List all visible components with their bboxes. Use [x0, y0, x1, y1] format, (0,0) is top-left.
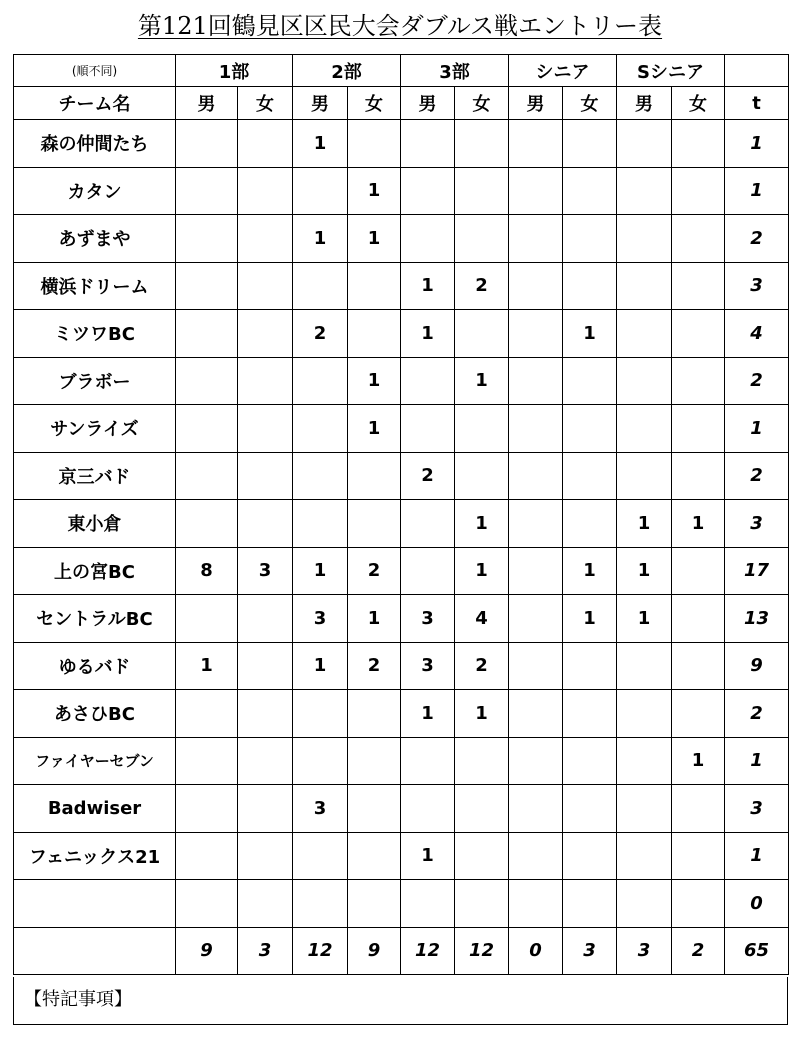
entry-count-cell — [509, 785, 563, 833]
entry-count-cell — [176, 310, 238, 358]
entry-count-cell: 3 — [401, 595, 455, 643]
team-total-cell: 1 — [725, 167, 789, 215]
entry-count-cell — [348, 500, 401, 548]
entry-count-cell — [176, 120, 238, 168]
entry-count-cell — [455, 880, 509, 928]
entry-count-cell — [293, 880, 348, 928]
entry-count-cell — [401, 215, 455, 263]
entry-count-cell: 3 — [293, 785, 348, 833]
entry-count-cell — [401, 547, 455, 595]
team-name: 森の仲間たち — [14, 120, 176, 168]
entry-count-cell — [455, 120, 509, 168]
empty-header-cell — [725, 55, 789, 87]
entry-count-cell — [617, 310, 672, 358]
column-total-cell: 3 — [617, 927, 672, 975]
entry-count-cell — [238, 167, 293, 215]
entry-count-cell — [509, 215, 563, 263]
team-total-cell: 2 — [725, 215, 789, 263]
entry-count-cell — [348, 120, 401, 168]
entry-count-cell — [509, 120, 563, 168]
gender-header: 女 — [238, 87, 293, 120]
team-row — [14, 262, 789, 310]
entry-count-cell: 1 — [401, 690, 455, 738]
entry-count-cell: 1 — [348, 215, 401, 263]
team-row — [14, 832, 789, 880]
entry-count-cell: 1 — [293, 120, 348, 168]
column-total-cell: 3 — [563, 927, 617, 975]
entry-count-cell — [672, 405, 725, 453]
entry-count-cell — [563, 452, 617, 500]
entry-count-cell — [455, 452, 509, 500]
team-name: ゆるバド — [14, 642, 176, 690]
entry-count-cell — [293, 832, 348, 880]
entry-table-body — [14, 55, 789, 975]
team-total-cell: 2 — [725, 452, 789, 500]
team-total-cell: 17 — [725, 547, 789, 595]
entry-count-cell: 8 — [176, 547, 238, 595]
entry-count-cell: 2 — [348, 547, 401, 595]
team-row — [14, 215, 789, 263]
entry-count-cell — [509, 880, 563, 928]
entry-count-cell — [617, 405, 672, 453]
entry-count-cell — [563, 405, 617, 453]
gender-header: 女 — [348, 87, 401, 120]
entry-count-cell — [455, 310, 509, 358]
group-header: Sシニア — [617, 55, 725, 87]
gender-header: 男 — [176, 87, 238, 120]
team-name: ブラボー — [14, 357, 176, 405]
entry-count-cell — [238, 120, 293, 168]
entry-count-cell: 1 — [401, 832, 455, 880]
entry-count-cell — [348, 690, 401, 738]
notes-section — [13, 977, 788, 1025]
team-row — [14, 595, 789, 643]
entry-count-cell — [563, 500, 617, 548]
entry-count-cell: 1 — [401, 310, 455, 358]
entry-count-cell: 1 — [455, 690, 509, 738]
entry-count-cell — [293, 262, 348, 310]
entry-count-cell — [455, 215, 509, 263]
entry-count-cell: 3 — [293, 595, 348, 643]
entry-count-cell — [563, 262, 617, 310]
team-row — [14, 690, 789, 738]
entry-count-cell — [293, 167, 348, 215]
gender-header: 女 — [672, 87, 725, 120]
entry-count-cell — [563, 690, 617, 738]
entry-count-cell — [238, 642, 293, 690]
entry-count-cell — [401, 880, 455, 928]
entry-count-cell — [176, 167, 238, 215]
entry-count-cell — [563, 785, 617, 833]
entry-count-cell — [293, 405, 348, 453]
entry-count-cell — [617, 215, 672, 263]
team-row — [14, 642, 789, 690]
entry-count-cell — [617, 167, 672, 215]
entry-count-cell — [401, 357, 455, 405]
gender-header: 男 — [293, 87, 348, 120]
entry-count-cell — [672, 452, 725, 500]
entry-count-cell — [238, 215, 293, 263]
team-row — [14, 452, 789, 500]
entry-count-cell — [509, 832, 563, 880]
entry-count-cell: 1 — [293, 215, 348, 263]
entry-count-cell — [176, 262, 238, 310]
entry-count-cell: 3 — [238, 547, 293, 595]
entry-count-cell: 1 — [293, 547, 348, 595]
entry-count-cell — [509, 262, 563, 310]
team-total-cell: 13 — [725, 595, 789, 643]
title-text: 第121回鶴見区区民大会ダブルス戦エントリー表 — [137, 12, 663, 40]
entry-count-cell — [509, 167, 563, 215]
entry-count-cell: 2 — [401, 452, 455, 500]
entry-count-cell — [176, 215, 238, 263]
team-total-cell: 0 — [725, 880, 789, 928]
gender-header: 男 — [401, 87, 455, 120]
entry-count-cell — [401, 500, 455, 548]
team-name: 東小倉 — [14, 500, 176, 548]
entry-count-cell — [672, 120, 725, 168]
entry-count-cell — [455, 785, 509, 833]
gender-header: 男 — [617, 87, 672, 120]
team-total-cell: 1 — [725, 405, 789, 453]
team-row — [14, 785, 789, 833]
entry-count-cell — [617, 690, 672, 738]
team-name: サンライズ — [14, 405, 176, 453]
entry-count-cell — [348, 832, 401, 880]
entry-count-cell — [563, 215, 617, 263]
team-name: ミツワBC — [14, 310, 176, 358]
entry-count-cell: 4 — [455, 595, 509, 643]
entry-count-cell — [563, 832, 617, 880]
total-column-header: t — [725, 87, 789, 120]
entry-count-cell — [238, 690, 293, 738]
entry-count-cell — [455, 167, 509, 215]
entry-count-cell — [672, 690, 725, 738]
team-total-cell: 3 — [725, 785, 789, 833]
entry-count-cell — [617, 642, 672, 690]
entry-count-cell — [348, 785, 401, 833]
team-name: ファイヤーセブン — [14, 737, 176, 785]
totals-row — [14, 927, 789, 975]
entry-count-cell — [176, 737, 238, 785]
entry-count-cell — [348, 737, 401, 785]
team-name: あさひBC — [14, 690, 176, 738]
entry-count-cell — [563, 880, 617, 928]
entry-count-cell: 2 — [455, 262, 509, 310]
entry-count-cell — [176, 405, 238, 453]
entry-count-cell: 2 — [348, 642, 401, 690]
team-row — [14, 737, 789, 785]
gender-header: 男 — [509, 87, 563, 120]
entry-count-cell: 3 — [401, 642, 455, 690]
entry-count-cell — [509, 500, 563, 548]
entry-count-cell: 1 — [348, 405, 401, 453]
entry-count-cell — [672, 547, 725, 595]
entry-count-cell — [672, 262, 725, 310]
entry-count-cell — [238, 357, 293, 405]
team-row — [14, 357, 789, 405]
entry-count-cell: 1 — [293, 642, 348, 690]
totals-label — [14, 927, 176, 975]
entry-count-cell: 1 — [455, 547, 509, 595]
entry-count-cell: 1 — [348, 357, 401, 405]
team-total-cell: 2 — [725, 357, 789, 405]
entry-count-cell — [563, 357, 617, 405]
group-header: 3部 — [401, 55, 509, 87]
entry-count-cell: 1 — [617, 595, 672, 643]
entry-count-cell — [176, 357, 238, 405]
team-row — [14, 547, 789, 595]
entry-count-cell — [293, 737, 348, 785]
team-row — [14, 405, 789, 453]
entry-count-cell — [672, 642, 725, 690]
entry-count-cell — [509, 357, 563, 405]
column-total-cell: 3 — [238, 927, 293, 975]
entry-count-cell — [176, 785, 238, 833]
entry-count-cell: 1 — [563, 547, 617, 595]
entry-table — [13, 54, 789, 975]
column-total-cell: 0 — [509, 927, 563, 975]
entry-count-cell: 1 — [672, 500, 725, 548]
column-total-cell: 9 — [176, 927, 238, 975]
entry-count-cell: 1 — [617, 500, 672, 548]
entry-count-cell: 1 — [348, 595, 401, 643]
group-header-row — [14, 55, 789, 87]
entry-count-cell — [617, 357, 672, 405]
gender-header: 女 — [563, 87, 617, 120]
entry-count-cell — [348, 452, 401, 500]
entry-count-cell — [238, 832, 293, 880]
entry-count-cell — [509, 642, 563, 690]
team-total-cell: 2 — [725, 690, 789, 738]
entry-count-cell: 1 — [617, 547, 672, 595]
entry-count-cell: 1 — [563, 310, 617, 358]
entry-count-cell: 2 — [455, 642, 509, 690]
entry-count-cell: 1 — [176, 642, 238, 690]
entry-count-cell — [509, 310, 563, 358]
team-row — [14, 880, 789, 928]
team-total-cell: 9 — [725, 642, 789, 690]
team-row — [14, 120, 789, 168]
team-name: 京三バド — [14, 452, 176, 500]
entry-count-cell — [401, 405, 455, 453]
team-row — [14, 310, 789, 358]
entry-count-cell — [348, 310, 401, 358]
team-name: フェニックス21 — [14, 832, 176, 880]
team-total-cell: 3 — [725, 262, 789, 310]
entry-count-cell: 1 — [455, 357, 509, 405]
entry-count-cell — [455, 737, 509, 785]
grand-total-cell: 65 — [725, 927, 789, 975]
team-total-cell: 1 — [725, 737, 789, 785]
entry-count-cell — [293, 500, 348, 548]
entry-count-cell — [563, 120, 617, 168]
entry-count-cell — [672, 832, 725, 880]
entry-count-cell — [176, 500, 238, 548]
column-total-cell: 12 — [401, 927, 455, 975]
entry-count-cell — [509, 405, 563, 453]
entry-count-cell — [176, 690, 238, 738]
column-total-cell: 9 — [348, 927, 401, 975]
entry-count-cell — [238, 737, 293, 785]
entry-count-cell — [617, 120, 672, 168]
entry-count-cell — [509, 452, 563, 500]
page-title — [0, 6, 800, 46]
gender-header: 女 — [455, 87, 509, 120]
group-header: 1部 — [176, 55, 293, 87]
team-total-cell: 3 — [725, 500, 789, 548]
entry-count-cell — [563, 167, 617, 215]
group-header: 2部 — [293, 55, 401, 87]
entry-count-cell — [401, 167, 455, 215]
entry-count-cell — [509, 547, 563, 595]
entry-count-cell — [238, 262, 293, 310]
entry-count-cell — [293, 690, 348, 738]
team-column-header: チーム名 — [14, 87, 176, 120]
entry-count-cell: 1 — [672, 737, 725, 785]
entry-count-cell — [617, 262, 672, 310]
entry-count-cell — [617, 785, 672, 833]
order-note: (順不同) — [14, 55, 176, 87]
team-name: 横浜ドリーム — [14, 262, 176, 310]
entry-count-cell — [672, 215, 725, 263]
team-row — [14, 500, 789, 548]
entry-count-cell — [293, 452, 348, 500]
team-name: 上の宮BC — [14, 547, 176, 595]
entry-count-cell: 1 — [563, 595, 617, 643]
entry-count-cell — [617, 737, 672, 785]
entry-count-cell: 1 — [401, 262, 455, 310]
entry-count-cell — [238, 500, 293, 548]
column-total-cell: 12 — [293, 927, 348, 975]
entry-count-cell — [401, 785, 455, 833]
entry-count-cell — [563, 737, 617, 785]
entry-count-cell: 1 — [348, 167, 401, 215]
entry-count-cell — [238, 310, 293, 358]
entry-count-cell: 2 — [293, 310, 348, 358]
team-total-cell: 1 — [725, 832, 789, 880]
entry-count-cell — [293, 357, 348, 405]
team-total-cell: 4 — [725, 310, 789, 358]
entry-count-cell — [238, 452, 293, 500]
entry-count-cell — [509, 690, 563, 738]
entry-count-cell — [401, 120, 455, 168]
entry-count-cell — [238, 595, 293, 643]
entry-count-cell — [238, 405, 293, 453]
entry-count-cell — [563, 642, 617, 690]
entry-count-cell — [672, 785, 725, 833]
entry-count-cell — [509, 595, 563, 643]
team-total-cell: 1 — [725, 120, 789, 168]
entry-count-cell — [176, 595, 238, 643]
team-name: カタン — [14, 167, 176, 215]
entry-count-cell — [238, 880, 293, 928]
team-name: セントラルBC — [14, 595, 176, 643]
entry-count-cell — [672, 880, 725, 928]
entry-count-cell — [348, 880, 401, 928]
notes-label: 【特記事項】 — [24, 989, 132, 1010]
entry-count-cell — [672, 595, 725, 643]
entry-count-cell — [617, 452, 672, 500]
group-header: シニア — [509, 55, 617, 87]
entry-count-cell — [238, 785, 293, 833]
entry-count-cell — [176, 880, 238, 928]
entry-count-cell — [672, 357, 725, 405]
entry-count-cell — [455, 832, 509, 880]
entry-count-cell — [617, 880, 672, 928]
entry-count-cell — [509, 737, 563, 785]
team-row — [14, 167, 789, 215]
entry-count-cell — [176, 832, 238, 880]
gender-header-row — [14, 87, 789, 120]
entry-count-cell — [617, 832, 672, 880]
team-name: Badwiser — [14, 785, 176, 833]
entry-count-cell — [455, 405, 509, 453]
entry-count-cell — [176, 452, 238, 500]
team-name — [14, 880, 176, 928]
entry-count-cell — [672, 310, 725, 358]
entry-count-cell: 1 — [455, 500, 509, 548]
entry-count-cell — [401, 737, 455, 785]
column-total-cell: 2 — [672, 927, 725, 975]
entry-count-cell — [672, 167, 725, 215]
entry-count-cell — [348, 262, 401, 310]
column-total-cell: 12 — [455, 927, 509, 975]
team-name: あずまや — [14, 215, 176, 263]
